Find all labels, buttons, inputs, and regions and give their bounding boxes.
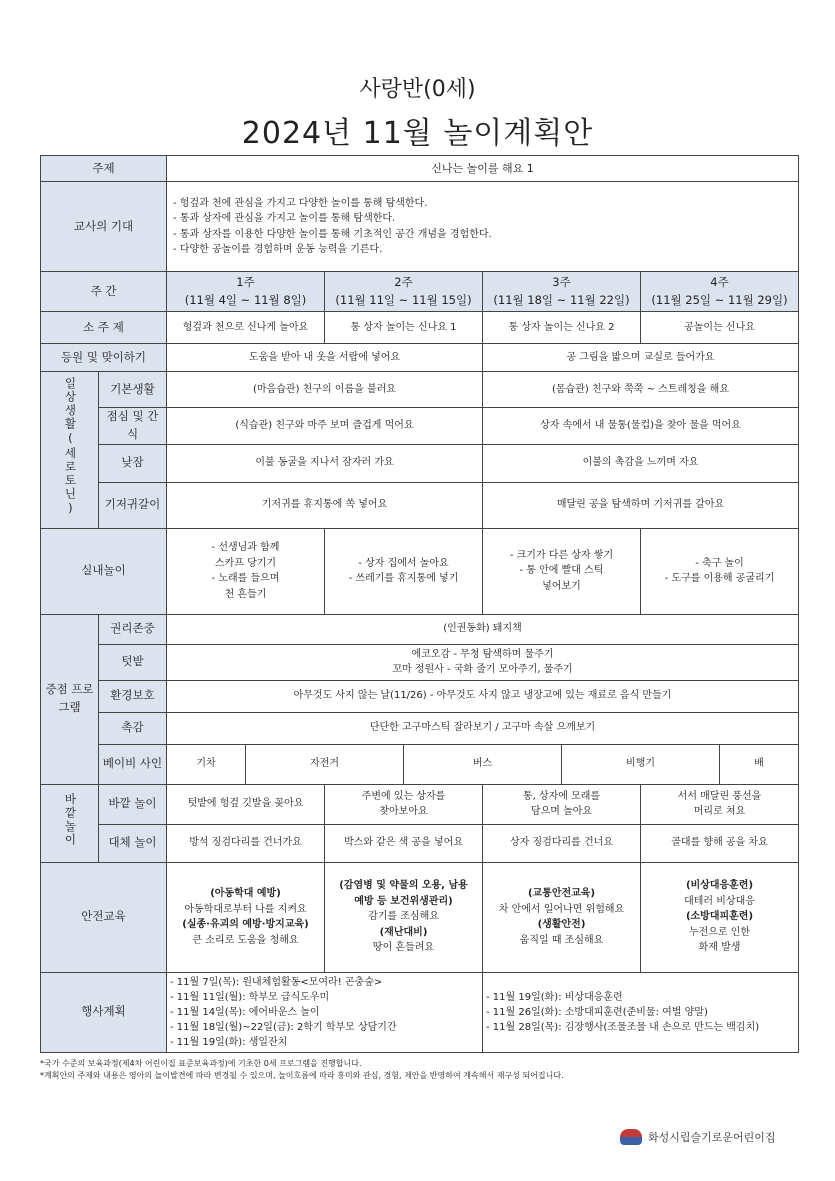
baby-sign-item: 자전거 bbox=[246, 744, 404, 784]
safety-line: 화재 발생 bbox=[698, 942, 741, 954]
events-label: 행사계획 bbox=[41, 972, 167, 1052]
daily-life-text: 일상생활(세로토닌) bbox=[63, 376, 78, 517]
indoor-line: - 선생님과 함께 bbox=[211, 542, 280, 554]
daily-life-label bbox=[41, 372, 99, 529]
arrival-row bbox=[41, 344, 799, 372]
outdoor-cell bbox=[325, 784, 483, 824]
subtheme-label: 소 주 제 bbox=[41, 312, 167, 344]
baby-sign-item: 비행기 bbox=[562, 744, 720, 784]
week-dates: (11월 11일 ~ 11월 15일) bbox=[335, 292, 472, 307]
diaper-cell: 기저귀를 휴지통에 쏙 넣어요 bbox=[167, 482, 483, 528]
safety-cell bbox=[641, 862, 799, 972]
plan-table bbox=[40, 155, 799, 1053]
garden-cell bbox=[167, 644, 799, 680]
subtheme-cell: 통 상자 놀이는 신나요 1 bbox=[325, 312, 483, 344]
events-row bbox=[41, 972, 799, 1052]
nap-cell: 이불 동굴을 지나서 잠자러 가요 bbox=[167, 444, 483, 482]
safety-heading: (재난대비) bbox=[379, 926, 428, 938]
class-name: 사랑반(0세) bbox=[359, 77, 476, 102]
expectation-item: - 통과 상자를 이용한 다양한 놀이를 통해 기초적인 공간 개념을 경험한다. bbox=[173, 228, 492, 240]
outdoor-line: 찾아보아요 bbox=[379, 806, 428, 818]
baby-sign-label: 베이비 사인 bbox=[99, 744, 167, 784]
expectation-item: - 헝겊과 천에 관심을 가지고 다양한 놀이를 통해 탐색한다. bbox=[173, 197, 428, 209]
expectation-item: - 다양한 공놀이를 경험하며 운동 능력을 기른다. bbox=[173, 244, 383, 255]
safety-heading: (비상대응훈련) bbox=[685, 880, 754, 892]
safety-heading: 예방 등 보건위생관리) bbox=[354, 895, 453, 907]
theme-label: 주제 bbox=[41, 156, 167, 182]
expectation-list bbox=[167, 182, 799, 272]
baby-sign-item: 기차 bbox=[167, 744, 246, 784]
rights-cell: (인권동화) 돼지책 bbox=[167, 614, 799, 644]
week-number: 3주 bbox=[552, 274, 571, 289]
subtheme-cell: 통 상자 놀이는 신나요 2 bbox=[483, 312, 641, 344]
nap-label: 낮잠 bbox=[99, 444, 167, 482]
safety-label: 안전교육 bbox=[41, 862, 167, 972]
safety-line: 아동학대로부터 나를 지켜요 bbox=[184, 903, 307, 915]
touch-cell: 단단한 고구마스틱 잘라보기 / 고구마 속살 으깨보기 bbox=[167, 712, 799, 744]
week-dates: (11월 25일 ~ 11월 29일) bbox=[651, 292, 788, 307]
safety-heading: (교통안전교육) bbox=[527, 888, 596, 900]
event-item: - 11월 28일(목): 김장행사(조물조물 내 손으로 만드는 백김치) bbox=[486, 1021, 760, 1033]
safety-line: 대테러 비상대응 bbox=[684, 895, 755, 907]
indoor-cell bbox=[483, 528, 641, 614]
org-name: 화성시립슬기로운어린이집 bbox=[648, 1131, 776, 1144]
garden-line: 에코오감 - 무청 탐색하며 물주기 bbox=[411, 648, 554, 660]
diaper-cell: 매달린 공을 탐색하며 기저귀를 갈아요 bbox=[483, 482, 799, 528]
indoor-line: - 노래를 들으며 bbox=[211, 573, 280, 585]
indoor-cell bbox=[167, 528, 325, 614]
week-label: 주 간 bbox=[41, 272, 167, 312]
event-item: - 11월 18일(월)~22일(금): 2학기 학부모 상담기간 bbox=[170, 1021, 397, 1033]
event-item: - 11월 26일(화): 소방대피훈련(준비물: 여벌 양말) bbox=[486, 1006, 708, 1018]
basic-row bbox=[41, 372, 799, 408]
basic-cell: (몸습관) 친구와 쭉쭉 ~ 스트레칭을 해요 bbox=[483, 372, 799, 408]
week-number: 4주 bbox=[710, 274, 729, 289]
event-item: - 11월 19일(화): 생일잔치 bbox=[170, 1036, 288, 1048]
safety-heading: (아동학대 예방) bbox=[210, 888, 281, 900]
org-logo bbox=[620, 1129, 776, 1145]
safety-line: 감기를 조심해요 bbox=[368, 911, 439, 923]
alt-cell: 방석 징검다리를 건너가요 bbox=[167, 824, 325, 862]
week-dates: (11월 4일 ~ 11월 8일) bbox=[184, 292, 307, 307]
expectation-row bbox=[41, 182, 799, 272]
alt-cell: 박스와 같은 색 공을 넣어요 bbox=[325, 824, 483, 862]
expectation-label: 교사의 기대 bbox=[41, 182, 167, 272]
outdoor-cell bbox=[483, 784, 641, 824]
nap-row bbox=[41, 444, 799, 482]
indoor-row bbox=[41, 528, 799, 614]
theme-row bbox=[41, 156, 799, 182]
safety-cell bbox=[325, 862, 483, 972]
env-row bbox=[41, 680, 799, 712]
safety-cell bbox=[483, 862, 641, 972]
nap-cell: 이불의 촉감을 느끼며 자요 bbox=[483, 444, 799, 482]
week-3 bbox=[483, 272, 641, 312]
outdoor-line: 주변에 있는 상자를 bbox=[361, 790, 446, 802]
safety-line: 차 안에서 일어나면 위험해요 bbox=[498, 903, 625, 915]
outdoor-cell bbox=[167, 784, 325, 824]
meal-cell: (식습관) 친구와 마주 보며 즐겁게 먹어요 bbox=[167, 408, 483, 445]
safety-heading: (생활안전) bbox=[537, 919, 586, 931]
env-cell: 아무것도 사지 않는 날(11/26) - 아무것도 사지 않고 냉장고에 있는 재료로 음식 만들기 bbox=[167, 680, 799, 712]
alt-label: 대체 놀이 bbox=[99, 824, 167, 862]
indoor-line: - 상자 집에서 놀아요 bbox=[358, 557, 449, 569]
indoor-cell bbox=[641, 528, 799, 614]
indoor-line: 천 흔들기 bbox=[224, 588, 267, 600]
touch-row bbox=[41, 712, 799, 744]
safety-cell bbox=[167, 862, 325, 972]
outdoor-line: 통, 상자에 모래를 bbox=[522, 790, 601, 802]
rights-label: 권리존중 bbox=[99, 614, 167, 644]
indoor-line: 넣어보기 bbox=[542, 580, 581, 592]
outdoor-row bbox=[41, 784, 799, 824]
indoor-label: 실내놀이 bbox=[41, 528, 167, 614]
focus-program-label: 중점 프로그램 bbox=[41, 614, 99, 784]
week-dates: (11월 18일 ~ 11월 22일) bbox=[493, 292, 630, 307]
baby-sign-item: 버스 bbox=[404, 744, 562, 784]
garden-line: 꼬마 정원사 - 국화 줄기 모아주기, 물주기 bbox=[392, 664, 573, 676]
outdoor-line: 텃밭에 헝겊 깃발을 꽂아요 bbox=[187, 798, 304, 810]
events-left bbox=[167, 972, 483, 1052]
indoor-line: 스카프 당기기 bbox=[214, 557, 277, 569]
outdoor-line: 머리로 쳐요 bbox=[693, 806, 746, 818]
indoor-line: - 축구 놀이 bbox=[695, 557, 744, 569]
basic-cell: (마음습관) 친구의 이름을 불러요 bbox=[167, 372, 483, 408]
baby-sign-row bbox=[41, 744, 799, 784]
indoor-line: - 크기가 다른 상자 쌓기 bbox=[509, 549, 614, 561]
event-item: - 11월 14일(목): 에어바운스 놀이 bbox=[170, 1006, 320, 1018]
event-item: - 11월 11일(월): 학부모 급식도우미 bbox=[170, 991, 330, 1003]
alt-row bbox=[41, 824, 799, 862]
garden-row bbox=[41, 644, 799, 680]
theme-value: 신나는 놀이를 해요 1 bbox=[167, 156, 799, 182]
basic-label: 기본생활 bbox=[99, 372, 167, 408]
outdoor-line: 담으며 놀아요 bbox=[530, 806, 593, 818]
alt-cell: 골대를 향해 공을 차요 bbox=[641, 824, 799, 862]
safety-heading: (감염병 및 약물의 오용, 남용 bbox=[339, 880, 468, 892]
event-item: - 11월 19일(화): 비상대응훈련 bbox=[486, 991, 623, 1003]
week-1 bbox=[167, 272, 325, 312]
rights-row bbox=[41, 614, 799, 644]
indoor-line: - 도구를 이용해 공굴리기 bbox=[664, 573, 775, 585]
arrival-label: 등원 및 맞이하기 bbox=[41, 344, 167, 372]
indoor-cell bbox=[325, 528, 483, 614]
meal-label: 점심 및 간식 bbox=[99, 408, 167, 445]
outdoor-group-text: 바깥놀이 bbox=[63, 793, 78, 848]
outdoor-cell bbox=[641, 784, 799, 824]
arrival-cell: 공 그림을 밟으며 교실로 들어가요 bbox=[483, 344, 799, 372]
week-4 bbox=[641, 272, 799, 312]
week-number: 2주 bbox=[394, 274, 413, 289]
expectation-item: - 통과 상자에 관심을 가지고 놀이를 통해 탐색한다. bbox=[173, 213, 396, 224]
event-item: - 11월 7일(목): 원내체험활동<모여라! 곤충숲> bbox=[170, 976, 383, 988]
meal-row bbox=[41, 408, 799, 445]
safety-heading: (실종·유괴의 예방·방지교육) bbox=[182, 919, 309, 931]
subtheme-row bbox=[41, 312, 799, 344]
alt-cell: 상자 징검다리를 건너요 bbox=[483, 824, 641, 862]
touch-label: 촉감 bbox=[99, 712, 167, 744]
env-label: 환경보호 bbox=[99, 680, 167, 712]
safety-line: 누전으로 인한 bbox=[688, 926, 751, 938]
school-logo-icon bbox=[620, 1129, 642, 1145]
events-right bbox=[483, 972, 799, 1052]
safety-line: 큰 소리로 도움을 청해요 bbox=[192, 934, 299, 946]
arrival-cell: 도움을 받아 내 옷을 서랍에 넣어요 bbox=[167, 344, 483, 372]
diaper-row bbox=[41, 482, 799, 528]
meal-cell: 상자 속에서 내 물통(물컵)을 찾아 물을 먹어요 bbox=[483, 408, 799, 445]
safety-row bbox=[41, 862, 799, 972]
week-number: 1주 bbox=[236, 274, 255, 289]
footnote-2: *계획안의 주제와 내용은 영아의 놀이발견에 따라 변경될 수 있으며, 놀이흐름에 따라 흥미와 관심, 경험, 제안을 반영하여 계속해서 재구성 되어집니다. bbox=[40, 1071, 564, 1080]
outdoor-group-label bbox=[41, 784, 99, 862]
baby-sign-item: 배 bbox=[720, 744, 799, 784]
plan-title: 2024년 11월 놀이계획안 bbox=[241, 116, 594, 151]
footnote-1: *국가 수준의 보육과정(제4차 어린이집 표준보육과정)에 기초한 0세 프로그램을 진행합니다. bbox=[40, 1059, 362, 1068]
diaper-label: 기저귀갈이 bbox=[99, 482, 167, 528]
garden-label: 텃밭 bbox=[99, 644, 167, 680]
safety-line: 움직일 때 조심해요 bbox=[519, 934, 604, 946]
subtheme-cell: 헝겊과 천으로 신나게 놀아요 bbox=[167, 312, 325, 344]
outdoor-line: 서서 매달린 풍선을 bbox=[677, 790, 762, 802]
week-2 bbox=[325, 272, 483, 312]
safety-heading: (소방대피훈련) bbox=[685, 911, 754, 923]
outdoor-label: 바깥 놀이 bbox=[99, 784, 167, 824]
indoor-line: - 쓰레기를 휴지통에 넣기 bbox=[348, 573, 459, 585]
week-row bbox=[41, 272, 799, 312]
safety-line: 땅이 흔들려요 bbox=[372, 942, 435, 954]
subtheme-cell: 공놀이는 신나요 bbox=[641, 312, 799, 344]
indoor-line: - 통 안에 빨대 스틱 bbox=[519, 565, 604, 577]
